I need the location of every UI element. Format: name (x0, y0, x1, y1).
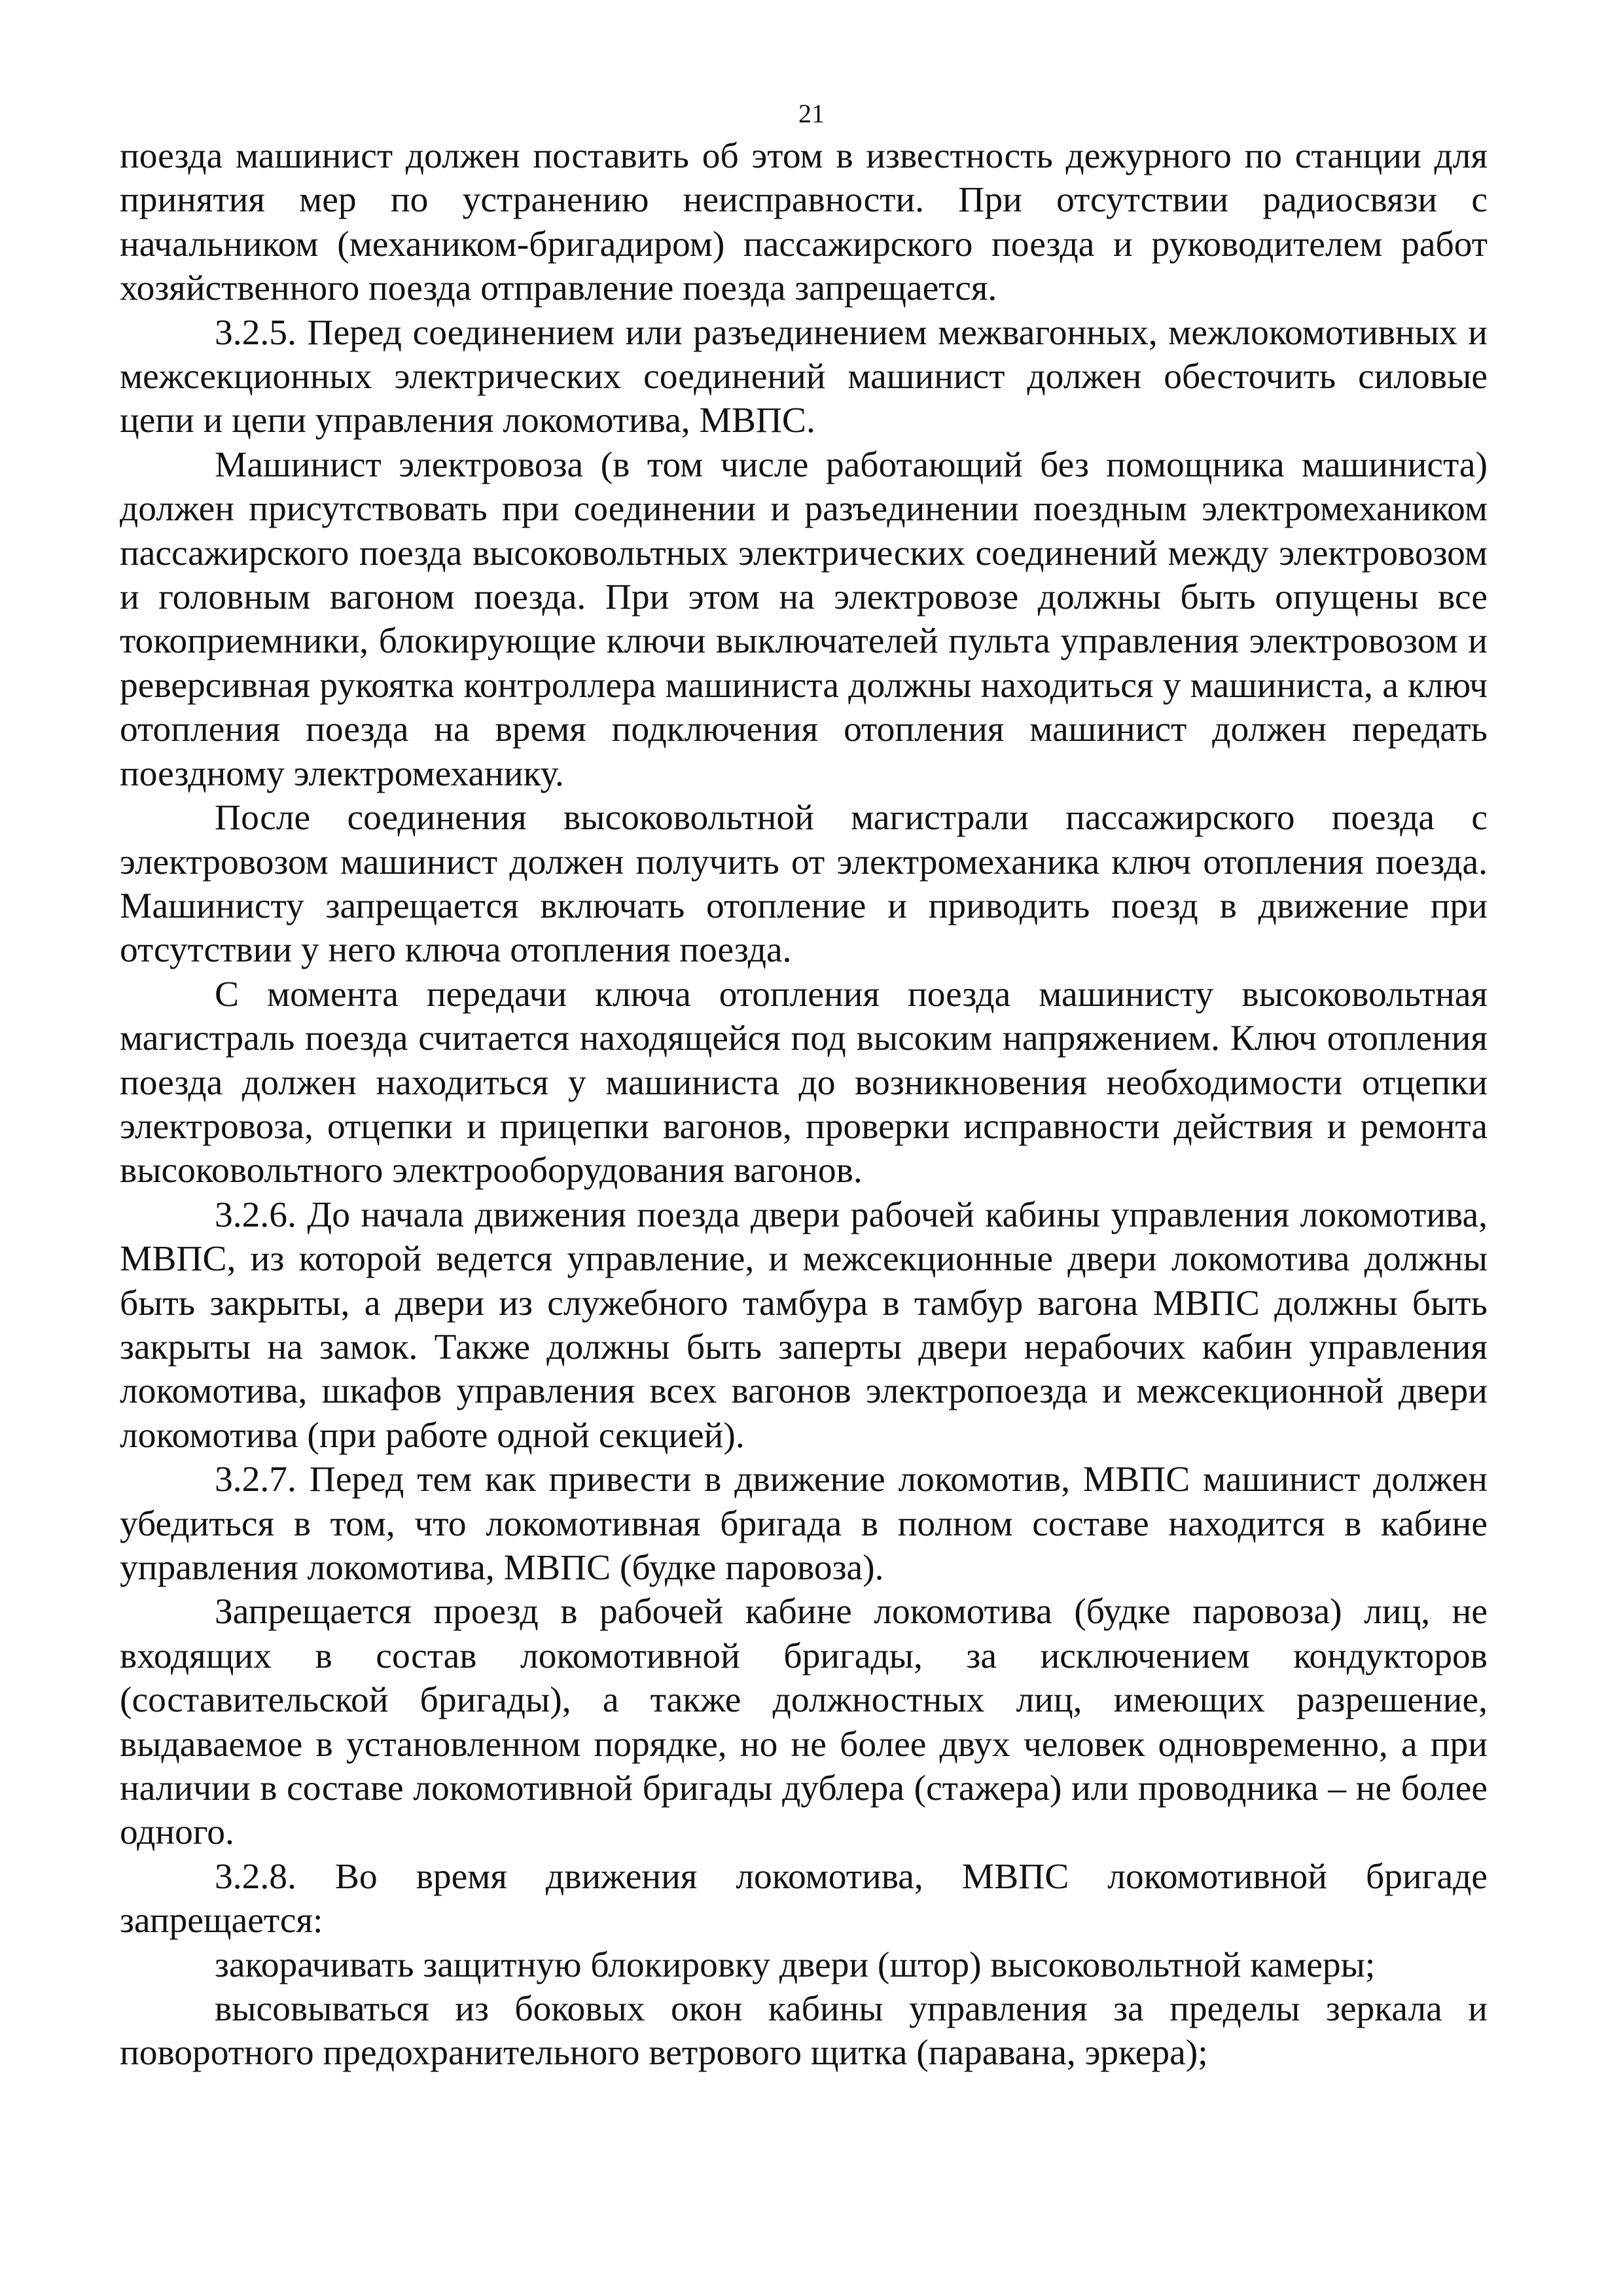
paragraph-electric-locomotive-driver: Машинист электровоза (в том числе работающий без помощника машиниста) должен присутствовать при соединении и разъединении поездным электромехаником пассажирского поезда высоковольтных электрических соединений между электровозом и головным вагоном поезда. При этом на электровозе должны быть опущены все токоприемники, блокирующие ключи выключателей пульта управления электровозом и реверсивная рукоятка контроллера машиниста должны находиться у машиниста, а ключ отопления поезда на время подключения отопления машинист должен передать поездному электромеханику. (120, 444, 1488, 794)
paragraph-high-voltage-line: С момента передачи ключа отопления поезда машинисту высоковольтная магистраль поезда считается находящейся под высоким напряжением. Ключ отопления поезда должен находиться у машиниста до возникновения необходимости отцепки электровоза, отцепки и прицепки вагонов, проверки исправности действия и ремонта высоковольтного электрооборудования вагонов. (120, 974, 1488, 1191)
page-number: 21 (798, 99, 825, 128)
document-body (120, 134, 1488, 2075)
list-item-side-windows: высовываться из боковых окон кабины управления за пределы зеркала и поворотного предохранительного ветрового щитка (паравана, эркера); (120, 1989, 1488, 2073)
paragraph-continuation: поезда машинист должен поставить об этом в известность дежурного по станции для принятия мер по устранению неисправности. При отсутствии радиосвязи с начальником (механиком-бригадиром) пассажирского поезда и руководителем работ хозяйственного поезда отправление поезда запрещается. (120, 136, 1488, 309)
list-item-interlock: закорачивать защитную блокировку двери (штор) высоковольтной камеры; (215, 1945, 1376, 1985)
paragraph-3-2-6: 3.2.6. До начала движения поезда двери рабочей кабины управления локомотива, МВПС, из которой ведется управление, и межсекционные двери локомотива должны быть закрыты, а двери из служебного тамбура в тамбур вагона МВПС должны быть закрыты на замок. Также должны быть заперты двери нерабочих кабин управления локомотива, шкафов управления всех вагонов электропоезда и межсекционной двери локомотива (при работе одной секцией). (120, 1194, 1488, 1456)
paragraph-3-2-7: 3.2.7. Перед тем как привести в движение локомотив, МВПС машинист должен убедиться в том, что локомотивная бригада в полном составе находится в кабине управления локомотива, МВПС (будке паровоза). (120, 1460, 1488, 1588)
paragraph-3-2-5: 3.2.5. Перед соединением или разъединением межвагонных, межлокомотивных и межсекционных электрических соединений машинист должен обесточить силовые цепи и цепи управления локомотива, МВПС. (120, 312, 1488, 441)
paragraph-3-2-8: 3.2.8. Во время движения локомотива, МВПС локомотивной бригаде запрещается: (120, 1856, 1488, 1941)
paragraph-cab-travel-prohibition: Запрещается проезд в рабочей кабине локомотива (будке паровоза) лиц, не входящих в состав локомотивной бригады, за исключением кондукторов (составительской бригады), а также должностных лиц, имеющих разрешение, выдаваемое в установленном порядке, но не более двух человек одновременно, а при наличии в составе локомотивной бригады дублера (стажера) или проводника – не более одного. (120, 1592, 1488, 1853)
paragraph-heating-key: После соединения высоковольтной магистрали пассажирского поезда с электровозом машинист должен получить от электромеханика ключ отопления поезда. Машинисту запрещается включать отопление и приводить поезд в движение при отсутствии у него ключа отопления поезда. (120, 798, 1488, 971)
